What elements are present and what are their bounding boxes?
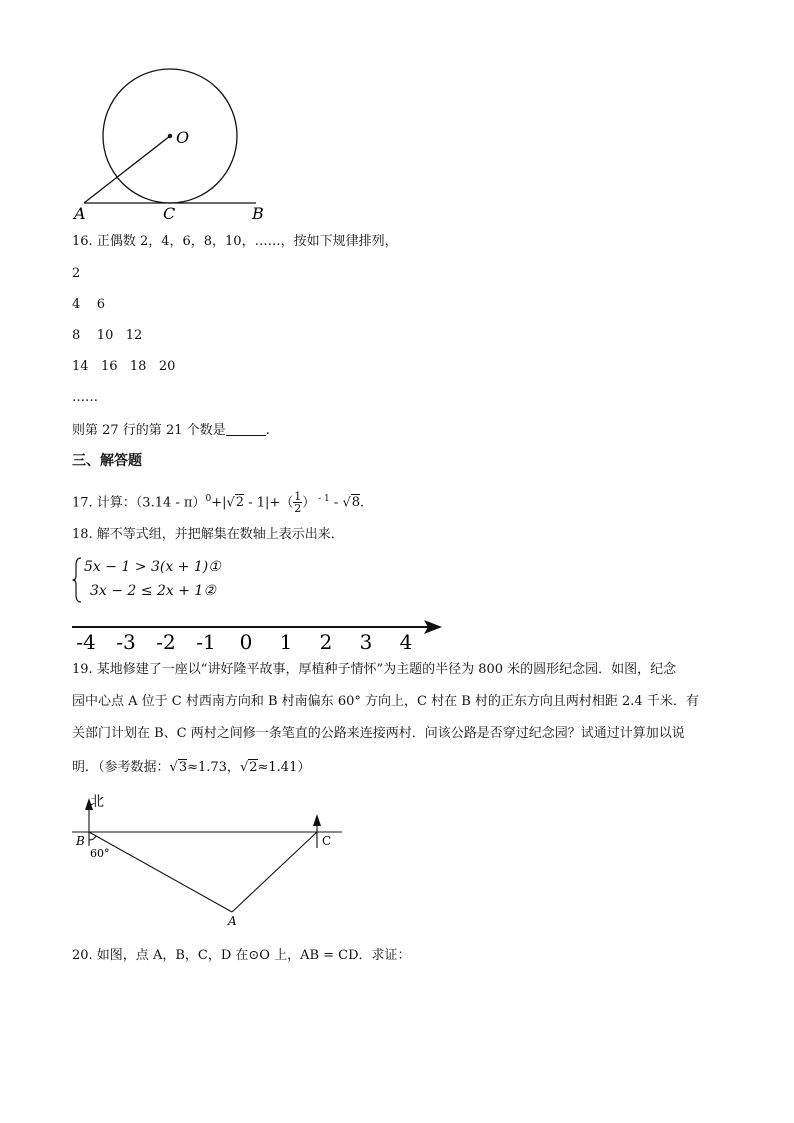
arrow-up-icon [313,814,321,826]
sqrt-sign: √ [169,760,178,775]
q19-line-3: 关部门计划在 B、C 两村之间修一条笔直的公路来连接两村．问该公路是否穿过纪念园？试通过计算加以说 [72,726,685,741]
q19-approx-1: ≈1.73， [187,760,240,775]
q19-approx-2: ≈1.41） [257,760,311,775]
tick-label: -1 [196,630,216,654]
sqrt-sign: √ [226,495,235,511]
q19-radicand-2: 2 [249,760,258,775]
q20-stem: 20. 如图，点 A，B，C，D 在⊙O 上，AB = CD．求证： [72,948,411,963]
q16-row-1: 2 [72,266,81,281]
q16-ellipsis: …… [72,390,98,405]
segment-ba [89,832,232,912]
label-a: A [74,204,86,223]
q16-question [72,423,270,439]
q17-exponent-neg1: - 1 [315,494,330,504]
label-c: C [163,204,176,223]
q17-abs-close: - 1|+（ [244,495,294,511]
q19-line-2: 园中心点 A 位于 C 村西南方向和 B 村南偏东 60° 方向上，C 村在 B 村的正东方向且两村相距 2.4 千米．有 [72,694,699,709]
angle-arc [89,836,96,840]
center-point-o [168,134,172,138]
q16-row-4: 14 16 18 20 [72,359,176,374]
tick-label: -3 [116,630,136,654]
q17-end: . [360,495,365,511]
q17-abs-open: +| [211,495,227,511]
sqrt-sign: √ [239,760,249,775]
q17-fraction [293,491,302,514]
circle-tangent-figure [70,66,280,226]
answer-blank[interactable] [226,423,266,436]
section-title: 三、解答题 [72,453,142,469]
tick-label: 0 [239,630,253,654]
tick-label: -4 [76,630,96,654]
q17-paren-close: ） [302,495,316,511]
q17-frac-num: 1 [294,490,302,504]
sqrt-sign: √ [342,495,351,511]
tick-label: 2 [319,630,333,654]
village-map-figure [70,790,355,930]
q16-stem: 16. 正偶数 2，4，6，8，10，……，按如下规律排列， [72,234,398,249]
q17-radicand-2: 2 [235,495,245,511]
q19-line-1: 19. 某地修建了一座以“讲好隆平故事，厚植种子情怀”为主题的半径为 800 米的圆形纪念园．如图，纪念 [72,662,677,677]
q19-ref-label: 明．（参考数据： [72,760,170,775]
label-a: A [228,914,237,928]
q18-inequality-1: 5x − 1 > 3(x + 1)① [84,559,221,575]
q18-inequality-2: 3x − 2 ≤ 2x + 1② [90,583,216,599]
tick-label: 3 [359,630,373,654]
label-b: B [252,204,264,223]
q17-frac-den: 2 [294,502,302,516]
label-angle: 60° [90,847,110,860]
q17-prefix: 17. 计算：（3.14 - π） [72,495,206,511]
q17-radicand-8: 8 [351,495,361,511]
q17-minus: - [329,495,343,511]
q16-row-2: 4 6 [72,297,106,312]
q19-line-4 [72,760,310,776]
tick-label: 4 [399,630,413,654]
q18-stem: 18. 解不等式组，并把解集在数轴上表示出来． [72,527,344,542]
q16-ask-after: . [265,423,270,438]
label-north: 北 [90,794,104,810]
q17-exponent-zero: 0 [205,494,212,504]
label-o: O [176,128,190,147]
segment-ca [232,832,317,912]
brace-icon [72,557,82,603]
q16-ask-before: 则第 27 行的第 21 个数是 [72,423,226,438]
number-line [72,615,447,655]
label-c: C [322,834,332,848]
tick-label: 1 [279,630,293,654]
q17-expression [72,488,364,514]
tick-label: -2 [156,630,176,654]
q19-radicand-3: 3 [178,760,188,775]
q16-row-3: 8 10 12 [72,328,143,343]
label-b: B [76,834,85,848]
segment-ao [84,136,170,203]
